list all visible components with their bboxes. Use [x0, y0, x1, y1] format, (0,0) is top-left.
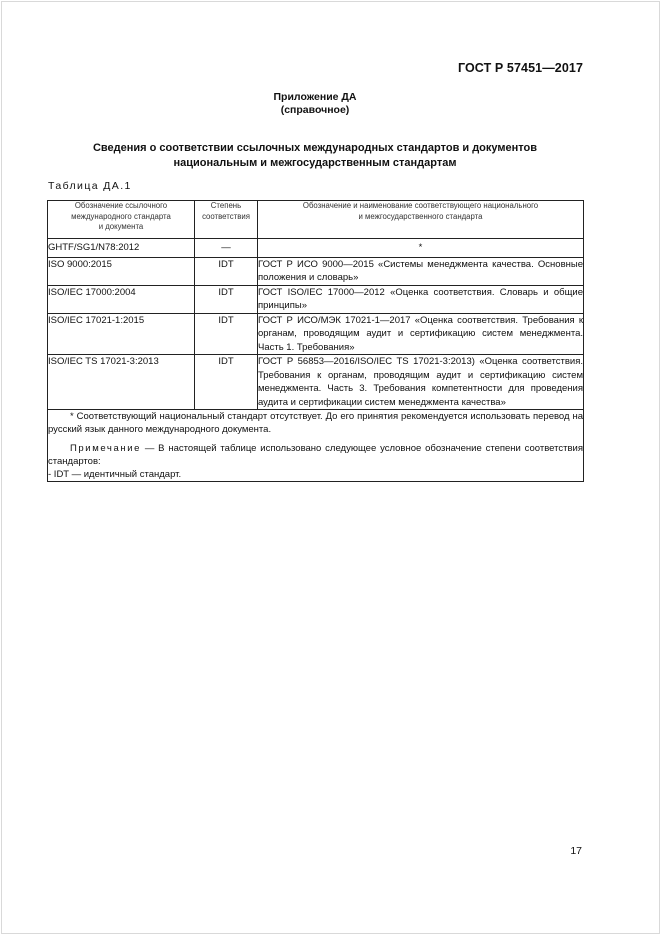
section-title — [0, 141, 630, 171]
header-national-standard — [258, 201, 584, 239]
table-caption: Таблица ДА.1 — [48, 180, 132, 192]
cell-degree: IDT — [195, 355, 258, 410]
cell-reference: GHTF/SG1/N78:2012 — [48, 239, 195, 258]
note-item: - IDT — идентичный стандарт. — [48, 469, 182, 480]
table-row — [48, 285, 584, 313]
header-line: международного стандарта — [71, 211, 171, 221]
table-row — [48, 257, 584, 285]
footnote: * Соответствующий национальный стандарт отсутствует. До его принятия рекомендуется использовать перевод на русский язык данного международного документа. — [48, 411, 583, 435]
table-footnotes — [48, 410, 584, 482]
cell-national: ГОСТ Р ИСО 9000—2015 «Системы менеджмента качества. Основные положения и словарь» — [258, 258, 583, 283]
header-line: Обозначение и наименование соответствующего национального — [302, 201, 539, 210]
section-title-line1: Сведения о соответствии ссылочных международных стандартов и документов — [92, 142, 538, 154]
header-degree — [195, 201, 258, 239]
header-line: Степень — [210, 201, 242, 210]
header-line: Обозначение ссылочного — [74, 201, 168, 210]
cell-national: ГОСТ Р 56853—2016/ISO/IEC TS 17021-3:2013) «Оценка соответствия. Требования к органам, проводящим аудит и сертификацию систем менеджмента. Часть 3. Требования компетентности для проведения аудита и сертификации систем менеджмента качества» — [258, 356, 583, 408]
cell-degree: IDT — [195, 313, 258, 355]
table-header-row — [48, 201, 584, 239]
document-code: ГОСТ Р 57451—2017 — [457, 61, 583, 75]
header-line: соответствия — [202, 211, 250, 221]
cell-reference: ISO/IEC 17000:2004 — [48, 285, 195, 313]
header-reference-standard — [48, 201, 195, 239]
table-row — [48, 239, 584, 258]
table-note — [48, 442, 583, 468]
correspondence-table — [47, 200, 584, 482]
table-row — [48, 313, 584, 355]
cell-reference: ISO/IEC TS 17021-3:2013 — [48, 355, 195, 410]
page-number: 17 — [570, 845, 582, 857]
table-row — [48, 355, 584, 410]
note-text: — В настоящей таблице использовано следующее условное обозначение степени соответствия стандартов: — [48, 443, 583, 467]
appendix-subtitle: (справочное) — [280, 104, 350, 116]
header-line: и документа — [98, 222, 144, 231]
appendix-title: Приложение ДА — [273, 91, 357, 103]
cell-degree: IDT — [195, 257, 258, 285]
header-line: и межгосударственного стандарта — [358, 211, 483, 221]
cell-reference: ISO/IEC 17021-1:2015 — [48, 313, 195, 355]
cell-degree: — — [195, 239, 258, 258]
cell-degree: IDT — [195, 285, 258, 313]
table-footer-row — [48, 410, 584, 482]
section-title-line2: национальным и межгосударственным стандартам — [173, 157, 457, 169]
cell-national: ГОСТ ISO/IEC 17000—2012 «Оценка соответствия. Словарь и общие принципы» — [258, 286, 583, 311]
appendix-heading — [0, 91, 630, 117]
note-label: Примечание — [70, 443, 141, 454]
cell-reference: ISO 9000:2015 — [48, 257, 195, 285]
cell-national: ГОСТ Р ИСО/МЭК 17021-1—2017 «Оценка соответствия. Требования к органам, проводящим аудит и сертификацию систем менеджмента. Часть 1. Требования» — [258, 314, 583, 353]
cell-national: * — [258, 239, 584, 258]
